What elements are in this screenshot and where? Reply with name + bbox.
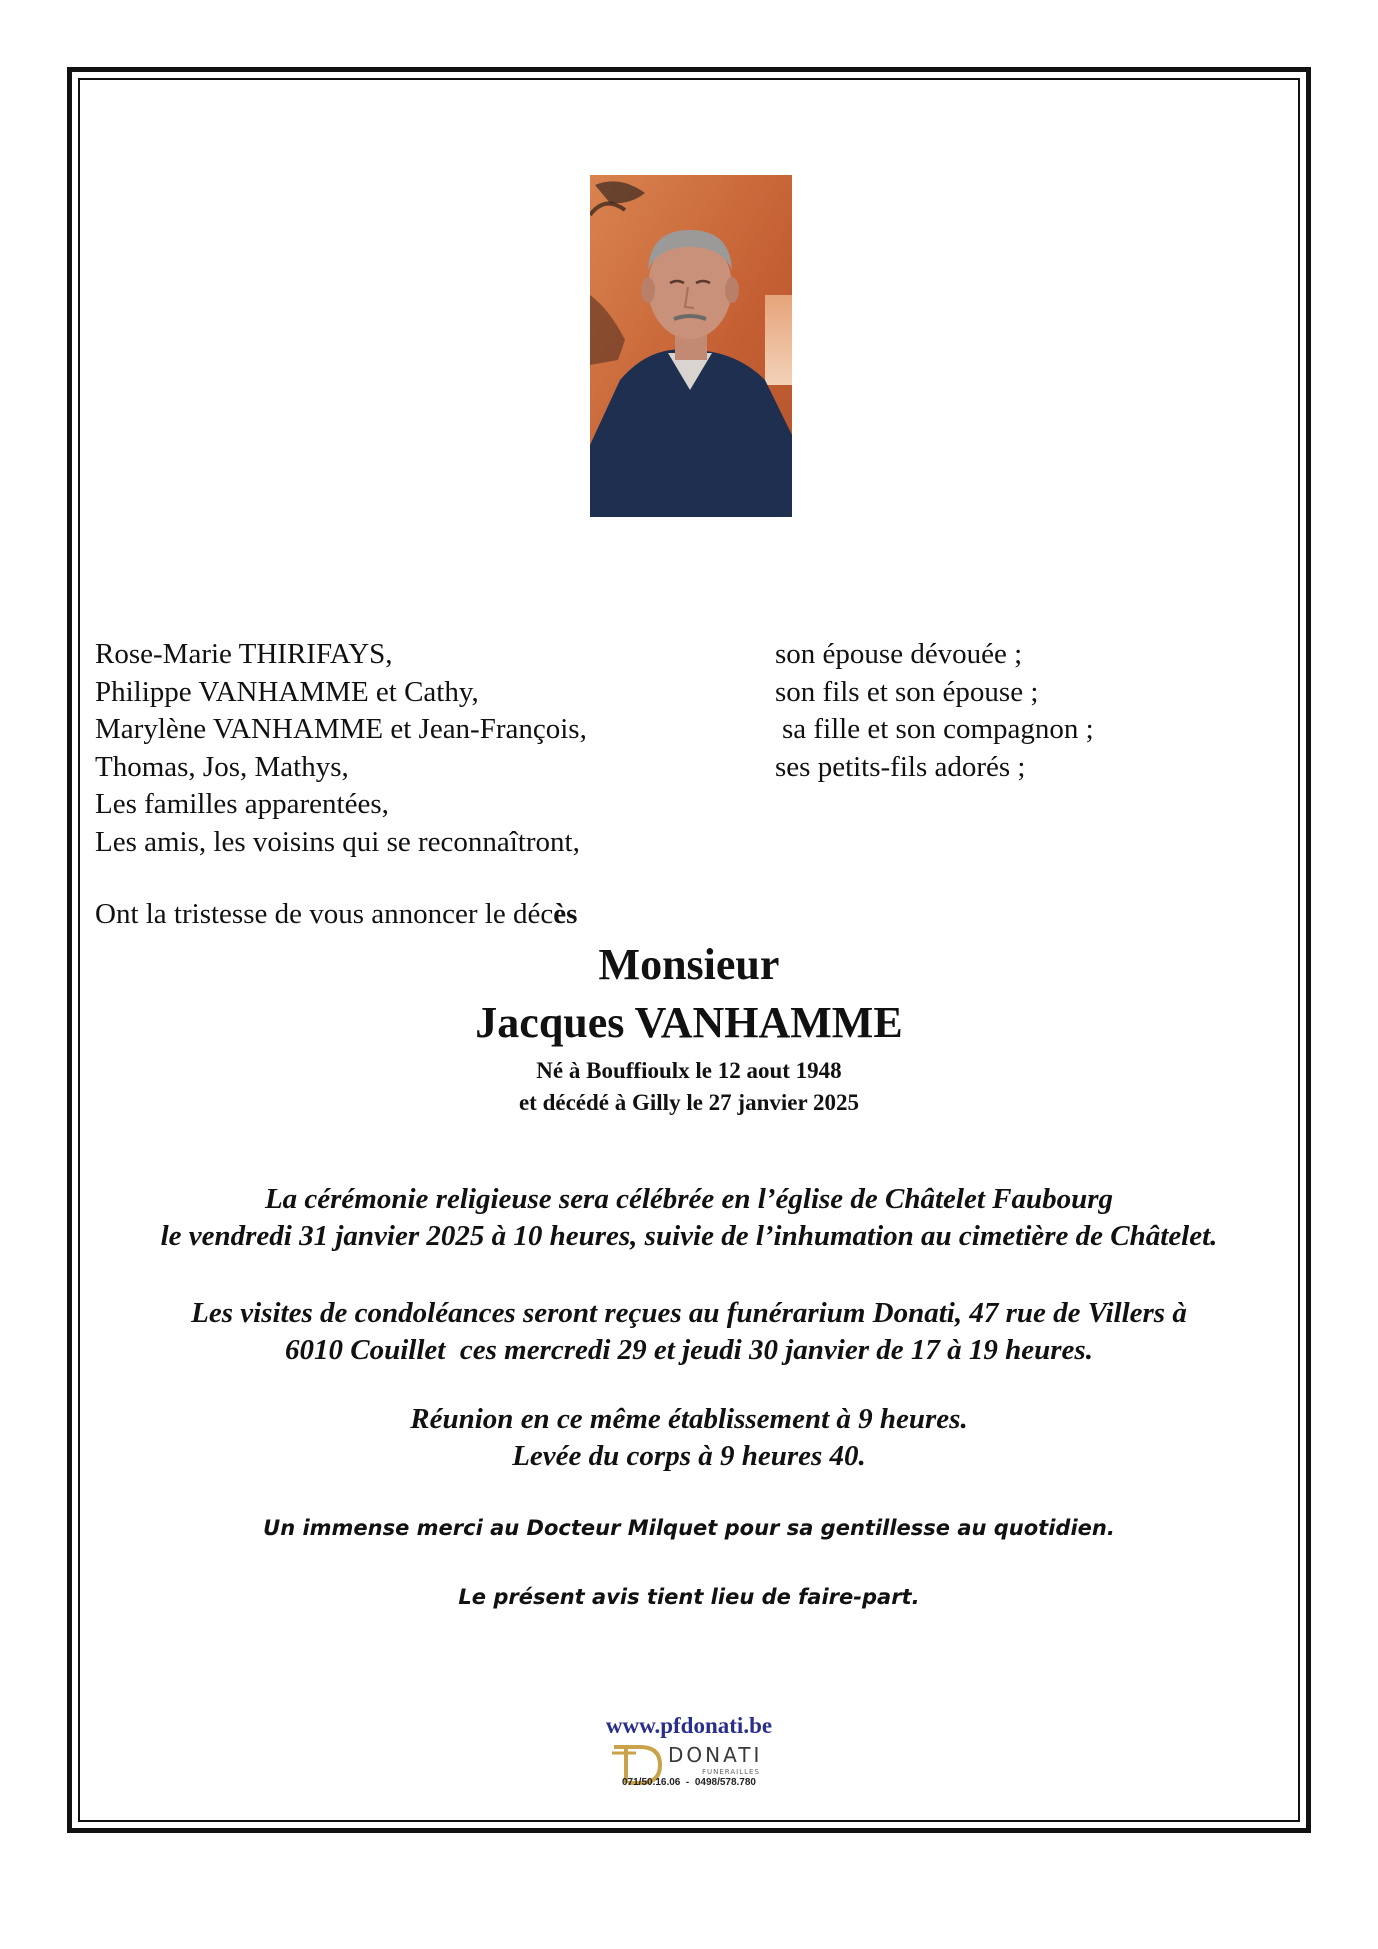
mourner-row: [95, 786, 1245, 824]
mourner-row: [95, 636, 1245, 674]
deceased-honorific: Monsieur: [598, 940, 780, 989]
phone-numbers: 071/50.16.06 - 0498/578.780: [621, 1777, 756, 1788]
thanks-note: Un immense merci au Docteur Milquet pour sa gentillesse au quotidien.: [263, 1516, 1115, 1540]
mourner-relation: son épouse dévouée ;: [775, 638, 1023, 670]
mourner-row: [95, 749, 1245, 787]
meeting-line: Réunion en ce même établissement à 9 heures.: [410, 1403, 968, 1435]
mourner-relation: sa fille et son compagnon ;: [782, 713, 1094, 745]
death-line: et décédé à Gilly le 27 janvier 2025: [518, 1090, 860, 1115]
ceremony-paragraph: [0, 1181, 1378, 1255]
notice-text: Le présent avis tient lieu de faire-part.: [458, 1585, 920, 1609]
mourner-row: [95, 824, 1245, 862]
announcement-bold-suffix: ès: [553, 898, 578, 930]
announcement-text: Ont la tristesse de vous annoncer le déc: [95, 898, 554, 930]
mourner-name: Thomas, Jos, Mathys,: [95, 750, 349, 783]
mourner-row: [95, 711, 1245, 749]
portrait-photo: [590, 175, 792, 517]
mourner-name: Rose-Marie THIRIFAYS,: [95, 638, 393, 670]
mourner-row: [95, 674, 1245, 712]
mourner-relation: ses petits-fils adorés ;: [775, 750, 1026, 783]
ceremony-line: La cérémonie religieuse sera célébrée en l’église de Châtelet Faubourg: [264, 1183, 1114, 1215]
mourner-name: Marylène VANHAMME et Jean-François,: [95, 713, 587, 745]
visits-paragraph: [0, 1295, 1378, 1369]
logo-subtitle: FUNERAILLES: [702, 1768, 760, 1776]
visits-line: 6010 Couillet ces mercredi 29 et jeudi 30 janvier de 17 à 19 heures.: [285, 1334, 1093, 1366]
mourner-name: Philippe VANHAMME et Cathy,: [95, 675, 479, 708]
meeting-line: Levée du corps à 9 heures 40.: [512, 1440, 866, 1472]
website-link[interactable]: www.pfdonati.be: [605, 1713, 773, 1738]
logo-name: DONATI: [668, 1743, 763, 1767]
ceremony-line: le vendredi 31 janvier 2025 à 10 heures, suivie de l’inhumation au cimetière de Châtelet.: [160, 1220, 1218, 1252]
life-dates: [0, 1055, 1378, 1119]
visits-line: Les visites de condoléances seront reçues au funérarium Donati, 47 rue de Villers à: [191, 1297, 1187, 1329]
mourner-name: Les amis, les voisins qui se reconnaîtront,: [95, 825, 580, 858]
deceased-name: Jacques VANHAMME: [475, 998, 903, 1047]
mourner-relation: son fils et son épouse ;: [775, 675, 1039, 708]
birth-line: Né à Bouffioulx le 12 aout 1948: [536, 1058, 842, 1083]
mourner-name: Les familles apparentées,: [95, 788, 389, 820]
portrait-illustration: [590, 175, 792, 517]
meeting-paragraph: [0, 1401, 1378, 1475]
mourners-list: [95, 636, 1245, 861]
announcement: [95, 898, 577, 931]
